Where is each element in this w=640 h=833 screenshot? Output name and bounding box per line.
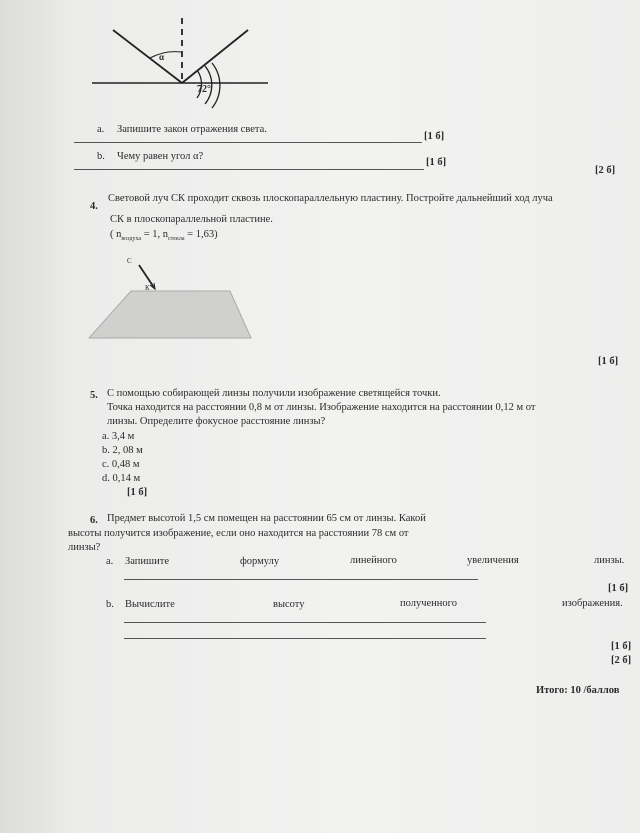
q4-refractive-indices: ( $n_{воздуха} = 1$, $n_{стекла} = 1,63$) [110, 229, 218, 243]
q6-line1: Предмет высотой 1,5 см помещен на расстоянии 65 см от линзы. Какой [107, 513, 426, 524]
q6-total-score: [2 б] [611, 655, 632, 666]
q3b-score: [1 б] [426, 157, 447, 168]
grand-total: Итого: 10 /баллов [536, 685, 620, 696]
q5-line1: С помощью собирающей линзы получили изображение светящейся точки. [107, 388, 441, 399]
q6a-word2: формулу [240, 556, 280, 567]
angle-72-label: 72° [197, 84, 211, 95]
q5-option-a[interactable]: a. 3,4 м [102, 431, 135, 442]
q3a-score: [1 б] [424, 131, 445, 142]
glass-plate-diagram [0, 250, 640, 370]
q3a-letter: a. [97, 124, 105, 135]
q5-option-c[interactable]: c. 0,48 м [102, 459, 140, 470]
q6b-letter: b. [106, 599, 114, 610]
q4-score: [1 б] [598, 356, 619, 367]
point-k-label: К [145, 284, 150, 292]
q6a-word1: Запишите [125, 556, 169, 567]
reflection-diagram [0, 0, 640, 120]
q4-line2: СК в плоскопараллельной пластине. [110, 214, 273, 225]
q5-score: [1 б] [127, 487, 148, 498]
q6a-word5: линзы. [594, 555, 625, 566]
q5-line2: Точка находится на расстоянии 0,8 м от линзы. Изображение находится на расстоянии 0,12 м от [107, 402, 536, 413]
q4-line1: Световой луч СК проходит сквозь плоскопараллельную пластину. Постройте дальнейший ход луча [108, 193, 553, 204]
q5-number: 5. [90, 390, 98, 401]
q6-line3: линзы? [68, 542, 101, 553]
q3a-answer-line[interactable] [74, 142, 422, 143]
q6-line2: высоты получится изображение, если оно находится на расстоянии 78 см от [68, 528, 409, 539]
q6b-word2: высоту [273, 599, 305, 610]
q6b-word1: Вычислите [125, 599, 175, 610]
point-c-label: С [127, 257, 132, 265]
q6a-word3: линейного [350, 555, 397, 566]
alpha-label: α [159, 52, 165, 62]
q6a-score: [1 б] [608, 583, 629, 594]
q6b-score: [1 б] [611, 641, 632, 652]
q5-line3: линзы. Определите фокусное расстояние линзы? [107, 416, 326, 427]
q3b-letter: b. [97, 151, 105, 162]
q4-number: 4. [90, 201, 98, 212]
q3a-text: Запишите закон отражения света. [117, 124, 267, 135]
q6-number: 6. [90, 515, 98, 526]
q6b-word4: изображения. [562, 598, 623, 609]
q6b-answer-line-1[interactable] [124, 622, 486, 623]
q3-total-score: [2 б] [595, 165, 616, 176]
q3b-answer-line[interactable] [74, 169, 424, 170]
q6b-word3: полученного [400, 598, 457, 609]
q3b-text: Чему равен угол α? [117, 151, 204, 162]
q6a-letter: a. [106, 556, 114, 567]
q5-option-d[interactable]: d. 0,14 м [102, 473, 141, 484]
q6a-word4: увеличения [467, 555, 519, 566]
q5-option-b[interactable]: b. 2, 08 м [102, 445, 143, 456]
q6a-answer-line[interactable] [124, 579, 478, 580]
q6b-answer-line-2[interactable] [124, 638, 486, 639]
